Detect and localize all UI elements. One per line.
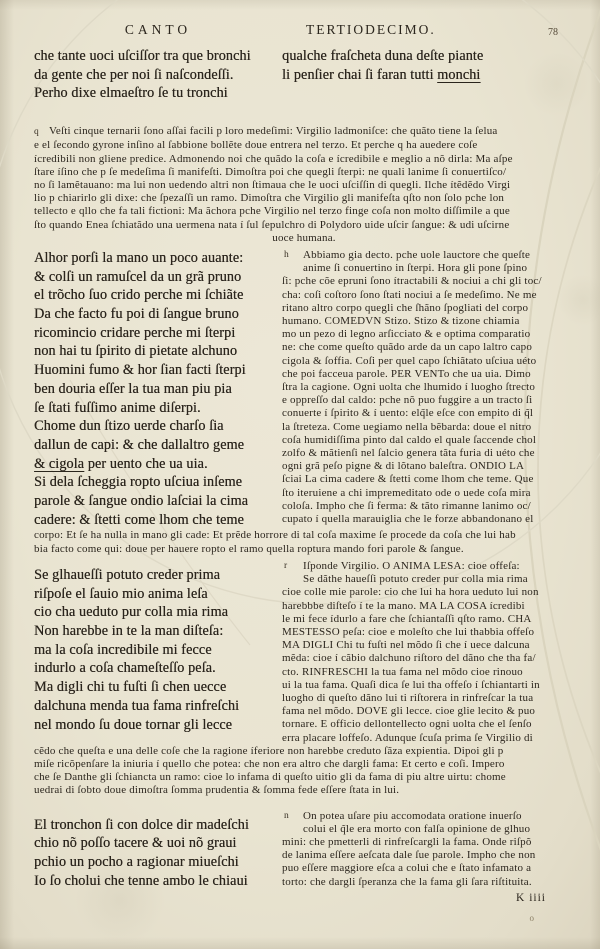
verse-column-left-top <box>34 47 282 103</box>
text-line: qualche fraſcheta duna deſte piante <box>282 48 484 64</box>
text-line: tornare. E officio dellontellecto ogni uolta che el ſenſo <box>282 718 532 731</box>
text-line: colui el q̃le era morto con falſa opinione de glhuo <box>303 822 531 835</box>
text-line: la ſtreteza. Come uegiamo nella bẽbarda: doue el nitro <box>282 420 532 433</box>
paragraph-marker-h: h <box>284 249 289 260</box>
text-line: ricomincio cridare perche mi ſterpi <box>34 324 236 341</box>
text-line: Si dela ſcheggia ropto uſciua inſeme <box>34 474 243 491</box>
text-line: Se glhaueſſi potuto creder prima <box>34 566 221 583</box>
commentary-bridge-fullwidth <box>34 529 574 555</box>
text-line: ícredibili non gliene predice. Admonendo noi che quãdo la coſa e ícredibile e meglio a nõ dirla: Ma aſpe <box>34 152 513 165</box>
text-line: ben douria eſſer la tua man piu pia <box>34 380 232 397</box>
commentary-block-n <box>282 810 574 905</box>
text-line: ſto quando Enea ſchiatãdo una uermena nata í ſul ſepulchro di Polydoro uide uſcir ſangue: & udi uſcirne <box>34 218 510 231</box>
text-line: dalchuna menda tua fama rinfreſchi <box>34 697 240 714</box>
text-line: cẽdo che queſta e una delle coſe che la ragione íferiore non harebbe creduto ſãza expientia. Dipoi gli p <box>34 744 504 757</box>
commentary-lines <box>282 275 574 526</box>
text-line: ſe ſtati fuſſimo anime diſerpi. <box>34 399 201 416</box>
text-line: Se dãthe haueſſi potuto creder pur colla mia rima <box>303 573 528 586</box>
text-segment: Veſti cinque ternarii ſono aſſai facili p loro medeſimi: Virgilio ladmoniſce: che quãto tiene la ſelua <box>49 125 498 138</box>
commentary-fullwidth-block <box>34 745 574 798</box>
commentary-block-r <box>282 560 574 745</box>
text-line: harebbbe diſteſo í te la mano. MA LA COSA ícredibi <box>282 599 525 612</box>
second-section-row <box>34 560 574 745</box>
verse-column-left-mid <box>34 249 282 530</box>
text-line: ſciai La cima cadere & ſtetti come lhom che teme. Que <box>282 473 534 486</box>
text-line: humano. COMEDVN Stizo. Stizo & tizone chiamia <box>282 314 520 327</box>
text-line: de lanima eſſere aeſcata dale ſue parole. Impho che non <box>282 849 536 862</box>
text-line: lio p chiarirlo gli dixe: che ſpezaſſi un ramo. Dimoſtra che Virgilio gli manifeſta qſto non ſolo pche lon <box>34 192 505 205</box>
text-line: nel mondo ſu doue tornar gli lecce <box>34 716 233 733</box>
text-line: tellecto e qllo che fa tali fictioni: Ma ãchora pche Virgilio nel terzo finge coſa non molto diſſimile a que <box>34 205 510 218</box>
text-line: Io ſo cholui che tenne ambo le chiaui <box>34 872 248 889</box>
text-line: mẽda: cioe í cãbio dalchuno riſtoro del dãno che tha fa/ <box>282 652 536 665</box>
mid-section-row <box>34 249 574 530</box>
commentary-block-q <box>34 125 574 245</box>
paragraph-marker-q: q <box>34 127 39 138</box>
text-line: ogni grã peſo pigne & di lõtano baleſtra. ONDIO LA <box>282 460 525 473</box>
text-line: cto. RINFRESCHI la tua fama nel mõdo cioe rinouo <box>282 665 523 678</box>
text-line: coloſa. Impho che ſi ferma: & tãto rimanne lanimo oc/ <box>282 499 531 512</box>
text-line: parole & ſangue ondio laſciai la cima <box>34 493 249 510</box>
running-header <box>34 20 574 43</box>
text-line: Alhor porſi la mano un poco auante: <box>34 249 244 266</box>
text-line: torto: che dargli ſperanza che la fama gli ſara riſtituita. <box>282 875 532 888</box>
running-title-number: TERTIODECIMO. <box>306 22 436 37</box>
text-line: luogho di queſto dãno lui ti riſtorera in rinfreſcar la tua <box>282 691 534 704</box>
top-verse-row <box>34 47 574 103</box>
commentary-lines-indented <box>282 810 574 836</box>
press-figure-mark: o <box>529 913 534 923</box>
text-line: cadere: & ſtetti come lhom che teme <box>34 511 244 528</box>
text-line: Non harebbe in te la man diſteſa: <box>34 623 224 639</box>
text-line: El tronchon ſi con dolce dir madeſchi <box>34 816 249 833</box>
commentary-lines-indented <box>282 560 574 586</box>
text-line: non hai tu ſpirito di pietate alchuno <box>34 343 238 360</box>
commentary-lines <box>282 836 574 889</box>
text-line: Iſponde Virgilio. O ANIMA LESA: cioe offeſa: <box>303 559 520 572</box>
text-line: cigola & ſoffia. Coſi per quel capo ſchiãtato uſciua uéto <box>282 354 537 367</box>
text-line: le mi fece ídurlo a fare che ſchiantaſſi qſto ramo. CHA <box>282 612 532 625</box>
text-line: e oppreſſo dal caldo: pche nõ puo fuggire a un tracto ſi <box>282 394 533 407</box>
text-line: riſpoſe el ſauio mio anima leſa <box>34 585 208 602</box>
text-line: ma la coſa incredibile mi fecce <box>34 641 212 658</box>
text-line: MESTESSO peſa: cioe e moleſto che lui thabbia offeſo <box>282 625 535 638</box>
text-line: che tante uoci uſciſſor tra que bronchi <box>34 48 251 64</box>
text-line: mo un pezo di legno arſicciato & e optima comparatio <box>282 328 531 341</box>
text-segment: per uento che ua uia. <box>84 455 208 472</box>
text-line: Chome dun ſtizo uerde charſo ſia <box>34 418 224 435</box>
text-line: ſto iteruiene a chi impremeditato ode o uede coſa mira <box>282 486 531 499</box>
text-line: da gente che per noi ſi naſcondeſſi. <box>34 66 234 83</box>
text-line: miſe ricõpenſare la iniuria í quello che potea: che non era altro che dargli fama: Et certo e coſi. Impero <box>34 757 505 770</box>
text-line: erra placare loffeſo. Adunque ſcuſa prima ſe Virgilio di <box>282 731 533 744</box>
paragraph-marker-n: n <box>284 810 289 821</box>
text-line: pchio un pocho a ragionar miueſchi <box>34 853 239 870</box>
commentary-lines <box>34 139 574 231</box>
text-line: & colſi un ramuſcel da un grã pruno <box>34 268 242 285</box>
text-line: dallun de capi: & che dallaltro geme <box>34 436 245 453</box>
verse-lines <box>34 249 282 455</box>
text-line: cio cha ueduto pur colla mia rima <box>34 604 228 621</box>
text-line: ne: che come queſto quãdo arde da un capo laltro capo <box>282 341 533 354</box>
page-content <box>34 20 574 905</box>
running-title-canto: CANTO <box>124 22 192 37</box>
text-line: mini: che pmetterli di rinfreſcargli la fama. Onde riſpõ <box>282 835 532 848</box>
text-line: MA DIGLI Chi tu fuſti nel mõdo ſi che í uece dalcuna <box>282 639 530 652</box>
text-line: Huomini fumo & hor ſian facti ſterpi <box>34 362 246 379</box>
text-line: fama nel mõdo. DOVE gli lecce. cioe glie lecito & puo <box>282 705 536 718</box>
text-line: che poi facceua parole. PER VENTo che ua uia. Dimo <box>282 367 531 380</box>
text-line: ſtra la cagione. Ogni uolta che lhumido í luogho ſtrecto <box>282 380 536 393</box>
commentary-block-h <box>282 249 574 530</box>
verse-column-left-bottom <box>34 816 282 905</box>
text-line: Da che facto fu poi di ſangue bruno <box>34 306 239 323</box>
text-line: cupato í quella marauiglia che le forze abbandonano el <box>282 513 534 525</box>
text-line: ui la tua fama. Quaſi dica ſe lui tha offeſo í ſchiantarti in <box>282 678 540 691</box>
verse-column-right-top <box>282 47 574 103</box>
text-line: cha: coſi coſtoro ſono ſtati nociui a ſe medeſimo. Ne me <box>282 288 537 301</box>
text-line: coſa humidiſſima pinto dal caldo el quale ſaccende chol <box>282 433 537 446</box>
text-line: bia facto come qui: doue per hauere ropto el ramo quella roptura mando fori parole & ſangue. <box>34 542 464 555</box>
verse-lines <box>34 473 282 529</box>
text-line: puo eſſere maggiore eſca a colui che e ſtato infamato a <box>282 862 532 875</box>
text-line: uedrai di ſobto doue dimoſtra ſomma prudentia & ſomma fede eſſere ſtata in lui. <box>34 784 400 797</box>
bottom-section-row <box>34 810 574 905</box>
paragraph-marker-r: r <box>284 560 288 571</box>
underlined-word: monchi <box>437 66 481 83</box>
text-line <box>34 455 282 474</box>
text-line: indurlo a coſa chameſteſſo peſa. <box>34 660 216 677</box>
commentary-lines <box>282 586 574 744</box>
text-line: e el ſecondo gyrone inſino al ſabbione bollẽte doue entrera nel terzo. Et perche q ha auedere coſe <box>34 139 478 152</box>
text-line: ſtare íſino che p ſe medeſima ſi manifeſti. Dimoſtra poi che quegli ſterpi: ne quali lanime ſi conuertiſco/ <box>34 165 507 178</box>
text-line: Perho dixe elmaeſtro ſe tu tronchi <box>34 85 228 102</box>
text-line: no ſi lamẽtauano: ma lui non uedendo altri non ſtimaua che le uoci uſciſſin di quegli. Ilche ítẽdẽdo Virgi <box>34 178 511 191</box>
text-line: conuerte í ſpirito & í uento: elq̃le eſce con empito di q̃l <box>282 407 534 420</box>
text-line: corpo: Et ſe ha nulla in mano gli cade: Et prẽde horrore di tal coſa maxime ſe procede da coſa che lui hab <box>34 529 516 542</box>
text-line <box>34 125 574 139</box>
verse-column-left-second <box>34 566 282 745</box>
text-line: Ma digli chi tu fuſti ſi chen uecce <box>34 679 227 696</box>
commentary-lines-indented <box>282 249 574 275</box>
text-line: zolfo & mãtienſi nel ſalcio genera tãta furia di uéto che <box>282 446 535 459</box>
folio-number: 78 <box>548 27 558 38</box>
text-line <box>282 66 574 85</box>
text-line: ritano altro corpo quegli che ſhãno ſpogliati del corpo <box>282 301 529 314</box>
quire-signature: K iiii <box>516 891 546 904</box>
text-line: chio nõ poſſo tacere & uoi nõ graui <box>34 835 237 852</box>
text-segment: li penſier chai ſi faran tutti <box>282 66 438 83</box>
text-line: On potea uſare piu accomodata oratione inuerſo <box>303 809 522 822</box>
text-line: ſi: pche cõe epruni ſono ítractabili & nociui a chi gli toc/ <box>282 275 542 288</box>
text-line: el trõcho ſuo crido perche mi ſchiãte <box>34 287 244 304</box>
text-line: Abbiamo gia decto. pche uole lauctore che queſte <box>303 248 531 261</box>
centered-line: uoce humana. <box>272 231 336 244</box>
text-line: che ſe Danthe gli ſchiancta un ramo: cioe lo infama di queſto uitio gli da fama di piu altre uirtu: chome <box>34 771 506 784</box>
text-line: anime ſi conuertino in ſterpi. Hora gli pone ſpino <box>303 262 528 275</box>
underlined-words: & cigola <box>34 455 85 472</box>
text-line: cioe colle mie parole: cio che lui ha hora ueduto lui non <box>282 586 539 599</box>
